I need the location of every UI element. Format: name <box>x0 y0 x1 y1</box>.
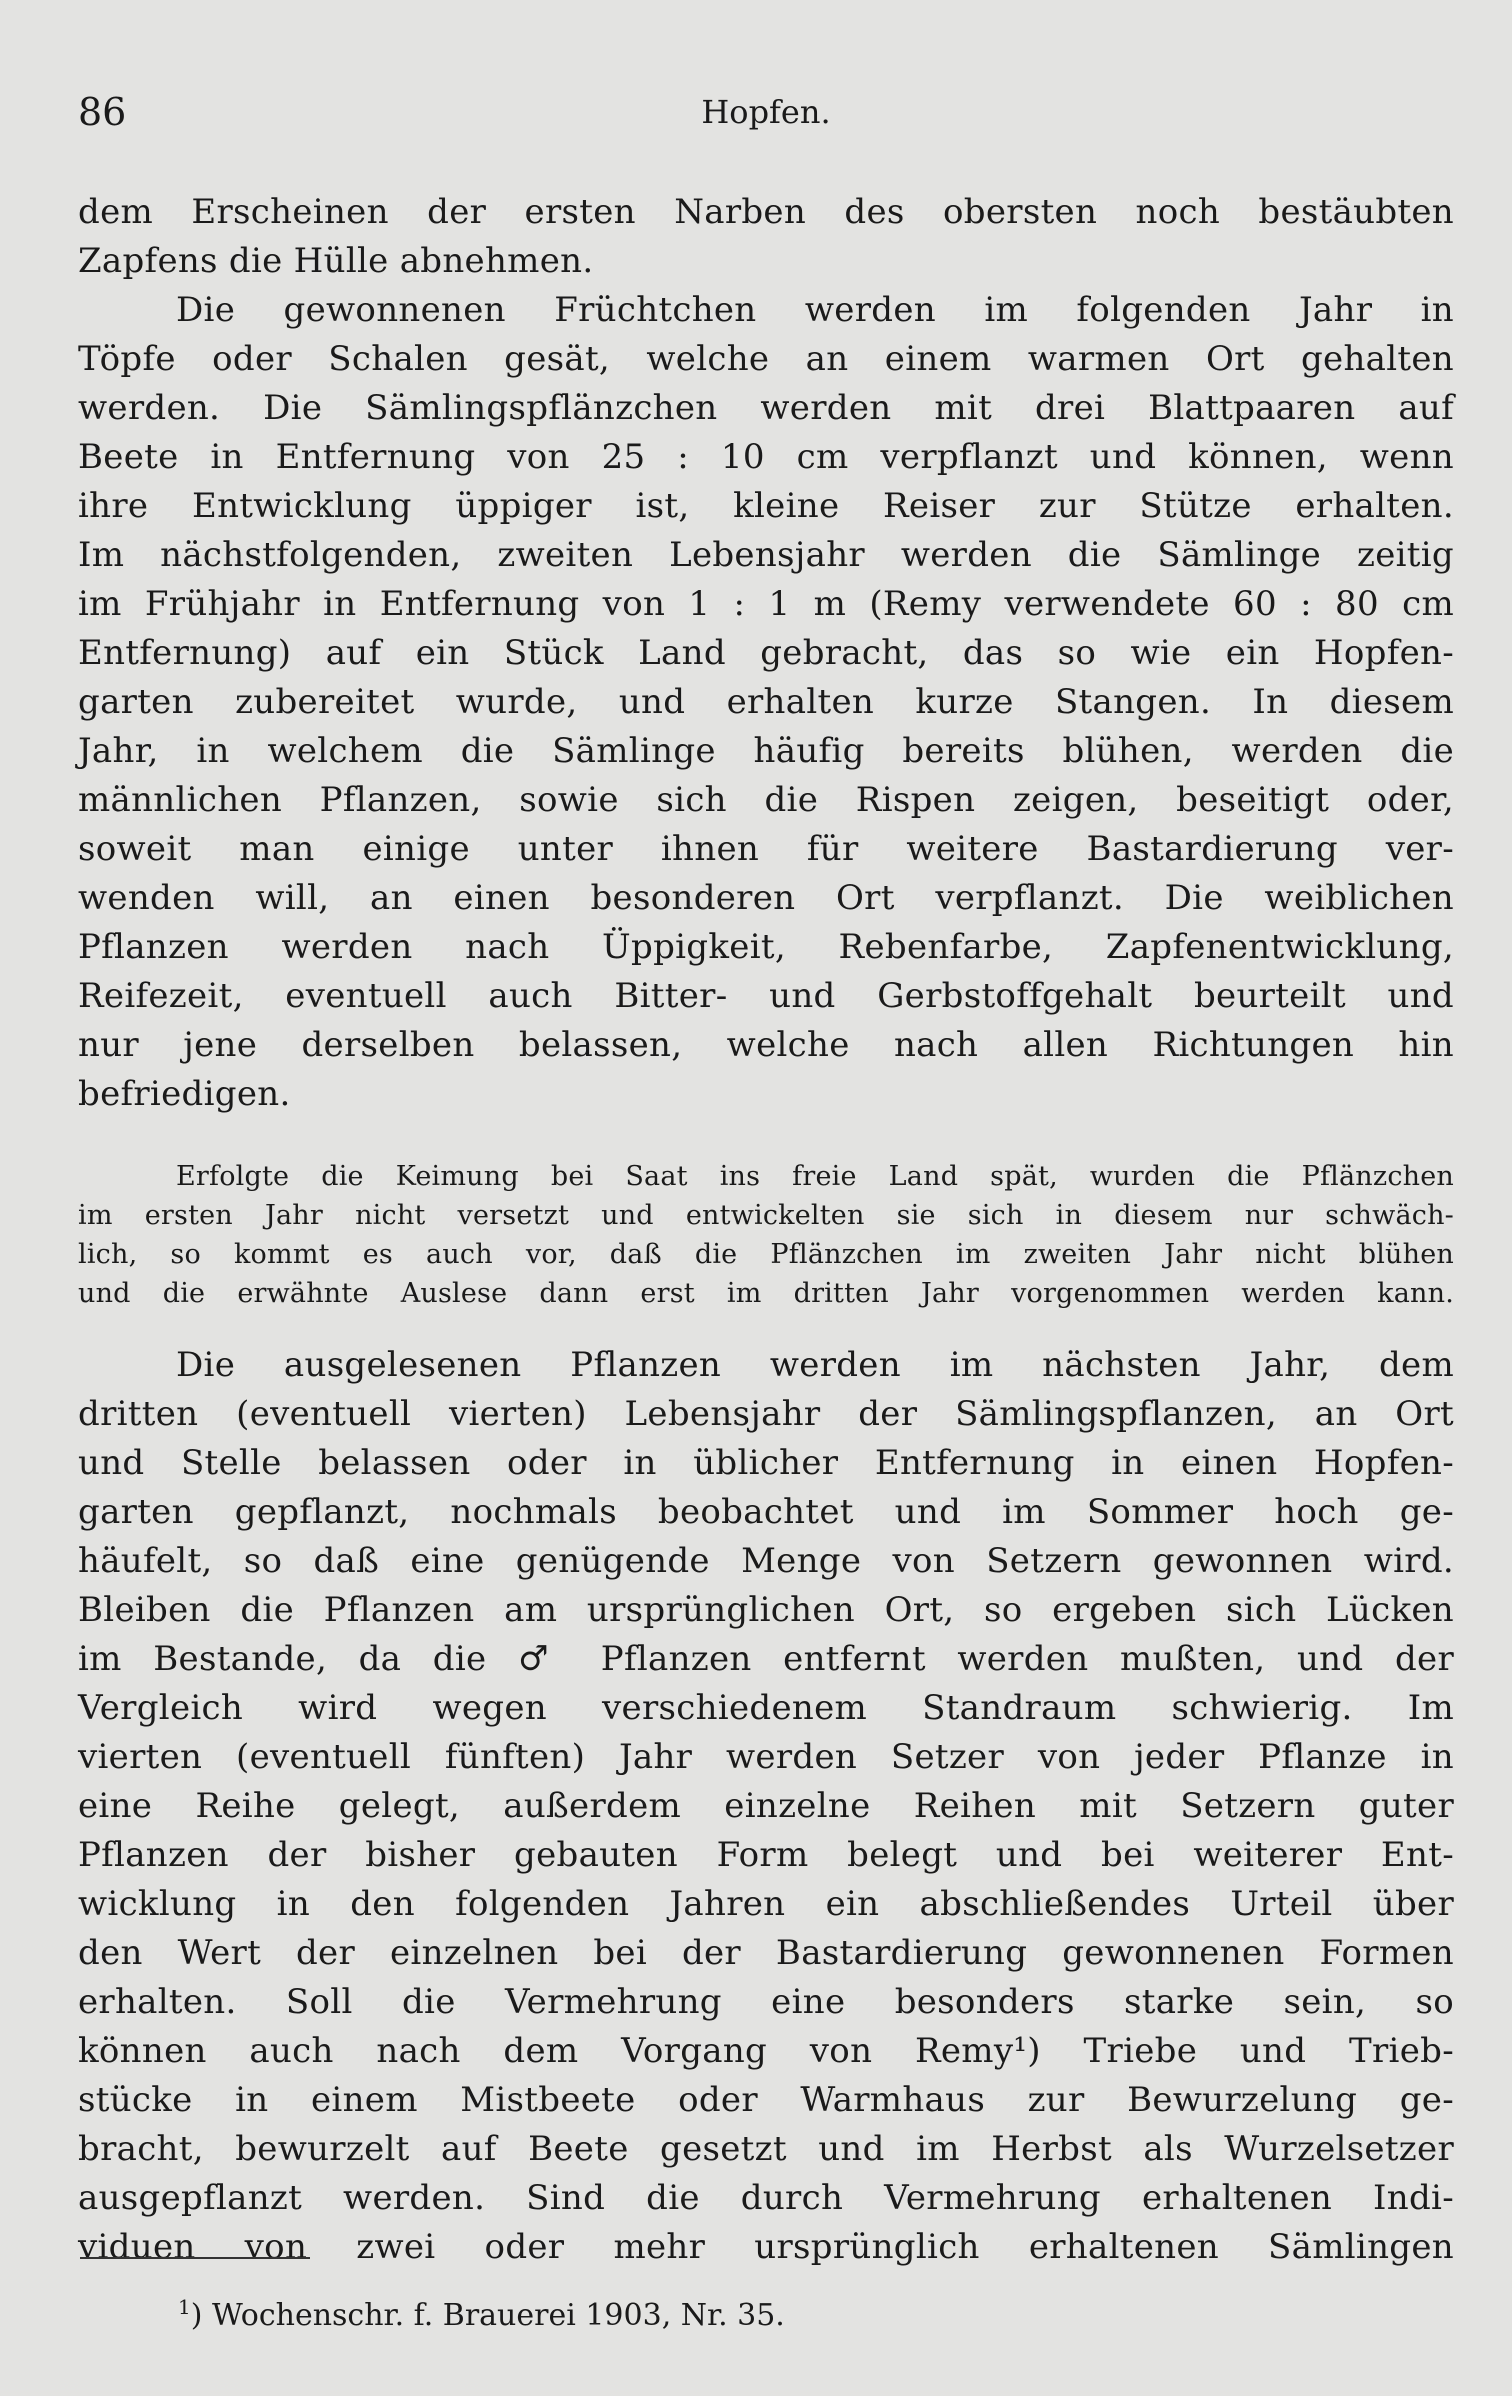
page-header <box>78 90 1454 140</box>
text-line: Zapfens die Hülle abnehmen. <box>78 241 594 281</box>
text-line: eine Reihe gelegt, außerdem einzelne Reihen mit Setzern guter <box>78 1786 1454 1826</box>
note-line: Erfolgte die Keimung bei Saat ins freie Land spät, wurden die Pflänzchen <box>176 1161 1454 1192</box>
page-body <box>78 188 1454 2272</box>
text-line: ihre Entwicklung üppiger ist, kleine Reiser zur Stütze erhalten. <box>78 486 1454 526</box>
text-line: im Bestande, da die ♂ Pflanzen entfernt werden mußten, und der <box>78 1639 1454 1679</box>
text-line: erhalten. Soll die Vermehrung eine besonders starke sein, so <box>78 1982 1454 2022</box>
main-text-block-2 <box>78 1341 1454 2272</box>
text-line: dritten (eventuell vierten) Lebensjahr der Sämlingspflanzen, an Ort <box>78 1394 1454 1434</box>
text-line: den Wert der einzelnen bei der Bastardierung gewonnenen Formen <box>78 1933 1454 1973</box>
text-line: Pflanzen der bisher gebauten Form belegt und bei weiterer Ent- <box>78 1835 1454 1875</box>
note-line: im ersten Jahr nicht versetzt und entwickelten sie sich in diesem nur schwäch- <box>78 1200 1454 1231</box>
text-line: Bleiben die Pflanzen am ursprünglichen Ort, so ergeben sich Lücken <box>78 1590 1454 1630</box>
footnote-divider <box>80 2257 310 2259</box>
text-line: Pflanzen werden nach Üppigkeit, Rebenfarbe, Zapfenentwicklung, <box>78 927 1454 967</box>
text-line: nur jene derselben belassen, welche nach allen Richtungen hin <box>78 1025 1454 1065</box>
page-number: 86 <box>78 90 127 134</box>
text-line: häufelt, so daß eine genügende Menge von Setzern gewonnen wird. <box>78 1541 1454 1581</box>
text-line: garten gepflanzt, nochmals beobachtet und im Sommer hoch ge- <box>78 1492 1454 1532</box>
text-line: bracht, bewurzelt auf Beete gesetzt und im Herbst als Wurzelsetzer <box>78 2129 1454 2169</box>
text-line: männlichen Pflanzen, sowie sich die Rispen zeigen, beseitigt oder, <box>78 780 1454 820</box>
footnote <box>178 2296 785 2336</box>
text-line: vierten (eventuell fünften) Jahr werden Setzer von jeder Pflanze in <box>78 1737 1454 1777</box>
text-line: Vergleich wird wegen verschiedenem Standraum schwierig. Im <box>78 1688 1454 1728</box>
text-line: Die ausgelesenen Pflanzen werden im nächsten Jahr, dem <box>176 1345 1454 1385</box>
text-line: befriedigen. <box>78 1074 291 1114</box>
text-line: im Frühjahr in Entfernung von 1 : 1 m (Remy verwendete 60 : 80 cm <box>78 584 1454 624</box>
text-line: Jahr, in welchem die Sämlinge häufig bereits blühen, werden die <box>78 731 1454 771</box>
footnote-text: ) Wochenschr. f. Brauerei 1903, Nr. 35. <box>190 2298 785 2333</box>
running-head: Hopfen. <box>701 93 831 131</box>
text-line: ausgepflanzt werden. Sind die durch Vermehrung erhaltenen Indi- <box>78 2178 1454 2218</box>
note-line: lich, so kommt es auch vor, daß die Pflänzchen im zweiten Jahr nicht blühen <box>78 1239 1454 1270</box>
text-line: garten zubereitet wurde, und erhalten kurze Stangen. In diesem <box>78 682 1454 722</box>
text-line: viduen von zwei oder mehr ursprünglich erhaltenen Sämlingen <box>78 2227 1454 2267</box>
text-line: dem Erscheinen der ersten Narben des obersten noch bestäubten <box>78 192 1454 232</box>
text-line: Töpfe oder Schalen gesät, welche an einem warmen Ort gehalten <box>78 339 1454 379</box>
text-line: und Stelle belassen oder in üblicher Entfernung in einen Hopfen- <box>78 1443 1454 1483</box>
text-line: werden. Die Sämlingspflänzchen werden mit drei Blattpaaren auf <box>78 388 1454 428</box>
main-text-block-1 <box>78 188 1454 1119</box>
text-line: Beete in Entfernung von 25 : 10 cm verpflanzt und können, wenn <box>78 437 1454 477</box>
text-line: stücke in einem Mistbeete oder Warmhaus zur Bewurzelung ge- <box>78 2080 1454 2120</box>
note-line: und die erwähnte Auslese dann erst im dritten Jahr vorgenommen werden kann. <box>78 1278 1454 1309</box>
text-line: wicklung in den folgenden Jahren ein abschließendes Urteil über <box>78 1884 1454 1924</box>
text-line: Die gewonnenen Früchtchen werden im folgenden Jahr in <box>176 290 1454 330</box>
small-print-note <box>78 1157 1454 1313</box>
text-line: können auch nach dem Vorgang von Remy¹) Triebe und Trieb- <box>78 2031 1454 2071</box>
text-line: Im nächstfolgenden, zweiten Lebensjahr werden die Sämlinge zeitig <box>78 535 1454 575</box>
footnote-mark: 1 <box>178 2295 191 2319</box>
text-line: soweit man einige unter ihnen für weitere Bastardierung ver- <box>78 829 1454 869</box>
text-line: wenden will, an einen besonderen Ort verpflanzt. Die weiblichen <box>78 878 1454 918</box>
text-line: Entfernung) auf ein Stück Land gebracht, das so wie ein Hopfen- <box>78 633 1454 673</box>
text-line: Reifezeit, eventuell auch Bitter- und Gerbstoffgehalt beurteilt und <box>78 976 1454 1016</box>
